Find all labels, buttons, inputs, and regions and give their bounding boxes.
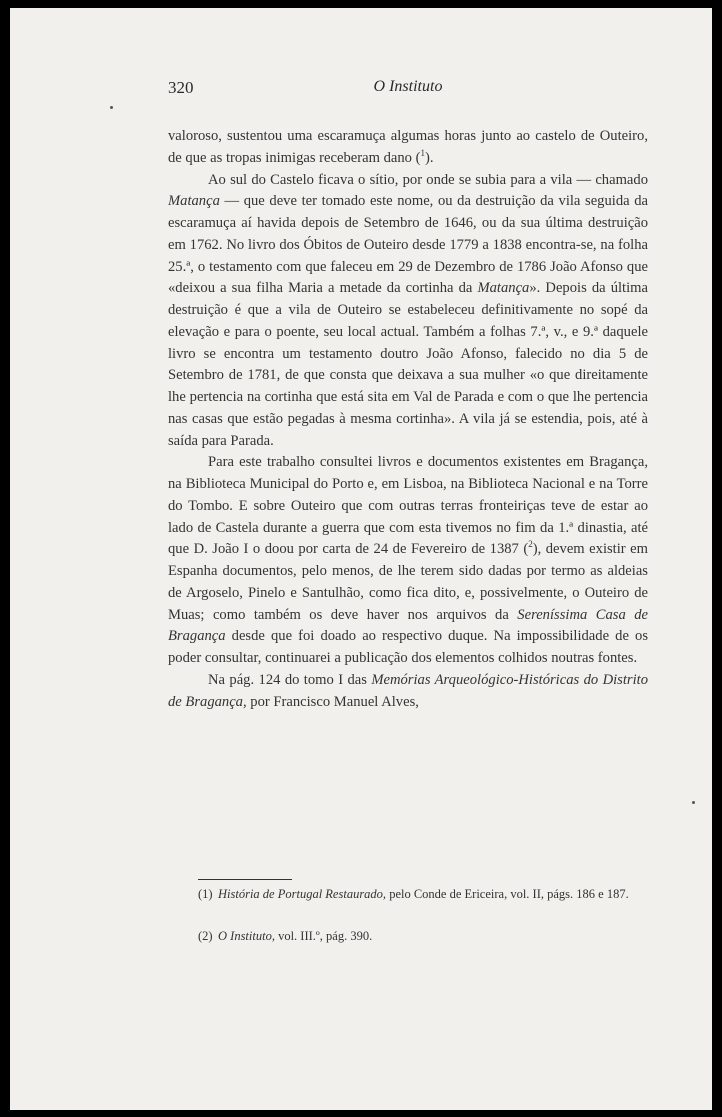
italic-text: Matança [477, 280, 530, 297]
text-run: valoroso, sustentou uma escaramuça algumas horas junto ao castelo de Outeiro, de que as tropas inimigas receberam dano ( [168, 128, 648, 166]
running-header [168, 78, 648, 102]
text-run: Na pág. 124 do tomo I das [208, 671, 372, 688]
text-run: — que deve ter tomado este nome, ou da destruição da vila seguida da escaramuça aí havida depois de Setembro de 1646, ou da sua última destruição em 1762. No livro dos Óbitos de Outeiro desde 1779 a 1838 encontra-se, na folha 25.ª, o testamento com que faleceu em 29 de Dezembro de 1786 João Afonso que «deixou a sua filha Maria a metade da cortinha da [168, 193, 648, 297]
footnote-separator [198, 879, 292, 880]
paragraph [168, 670, 648, 714]
italic-text: Matança [168, 193, 220, 210]
paragraph [168, 452, 648, 670]
text-run: ). [424, 149, 434, 166]
scan-speck [110, 106, 113, 109]
text-run: ». Depois da última destruição é que a vila de Outeiro se estabeleceu definitivamente no sopé da elevação e para o poente, seu local actual. Também a folhas 7.ª, v., e 9.ª daquele livro se encontra um testamento doutro João Afonso, falecido no dia 5 de Setembro de 1781, de que consta que deixava a sua mulher «o que direitamente lhe pertencia na cortinha que está sita em Val de Parada e com o que lhe pertencia nas casas que estão pegadas à mesma cortinha». A vila já se estendia, pois, até à saída para Parada. [168, 280, 648, 449]
italic-text: Sereníssima Casa de Bragança [168, 606, 648, 645]
scan-speck [692, 801, 695, 804]
book-page [10, 8, 712, 1110]
footnote-marker: (1) [198, 887, 213, 901]
italic-text: História de Portugal Restaurado, [218, 887, 387, 901]
text-run: por Francisco Manuel Alves, [246, 693, 419, 710]
italic-text: Memórias Arqueológico-Históricas do Distrito de Bragança, [168, 671, 648, 710]
paragraph [168, 170, 648, 453]
text-run: Para este trabalho consultei livros e documentos existentes em Bragança, na Biblioteca Municipal do Porto e, em Lisboa, na Biblioteca Nacional e na Torre do Tombo. E sobre Outeiro que com outras terras fronteiriças teve de estar ao lado de Castela durante a guerra que com esta tivemos no fim da 1.ª dinastia, até que D. João I o doou por carta de 24 de Fevereiro de 1387 ( [168, 454, 648, 558]
footnote-ref: 1 [420, 147, 425, 158]
text-run: vol. III.º, pág. 390. [274, 929, 373, 943]
footnote [168, 884, 648, 905]
footnote-marker: (2) [198, 929, 213, 943]
text-run: Ao sul do Castelo ficava o sítio, por onde se subia para a vila — chamado [208, 171, 648, 188]
running-title: O Instituto [373, 78, 443, 95]
paragraph [168, 126, 648, 170]
footnote [168, 926, 648, 947]
footnote-ref: 2 [528, 539, 533, 550]
text-run: ), devem existir em Espanha documentos, pelo menos, de lhe terem sido dadas por termo as aldeias de Argoselo, Pinelo e Santulhão, como fica dito, e, possivelmente, o Outeiro de Muas; como também os deve haver nos arquivos da [168, 541, 648, 623]
italic-text: O Instituto, [218, 929, 275, 943]
page-number: 320 [168, 78, 194, 97]
body-text [168, 126, 648, 713]
text-run: desde que foi doado ao respectivo duque. Na impossibilidade de os poder consultar, continuarei a publicação dos elementos colhidos noutras fontes. [168, 628, 648, 666]
text-run: pelo Conde de Ericeira, vol. II, págs. 186 e 187. [386, 887, 629, 901]
